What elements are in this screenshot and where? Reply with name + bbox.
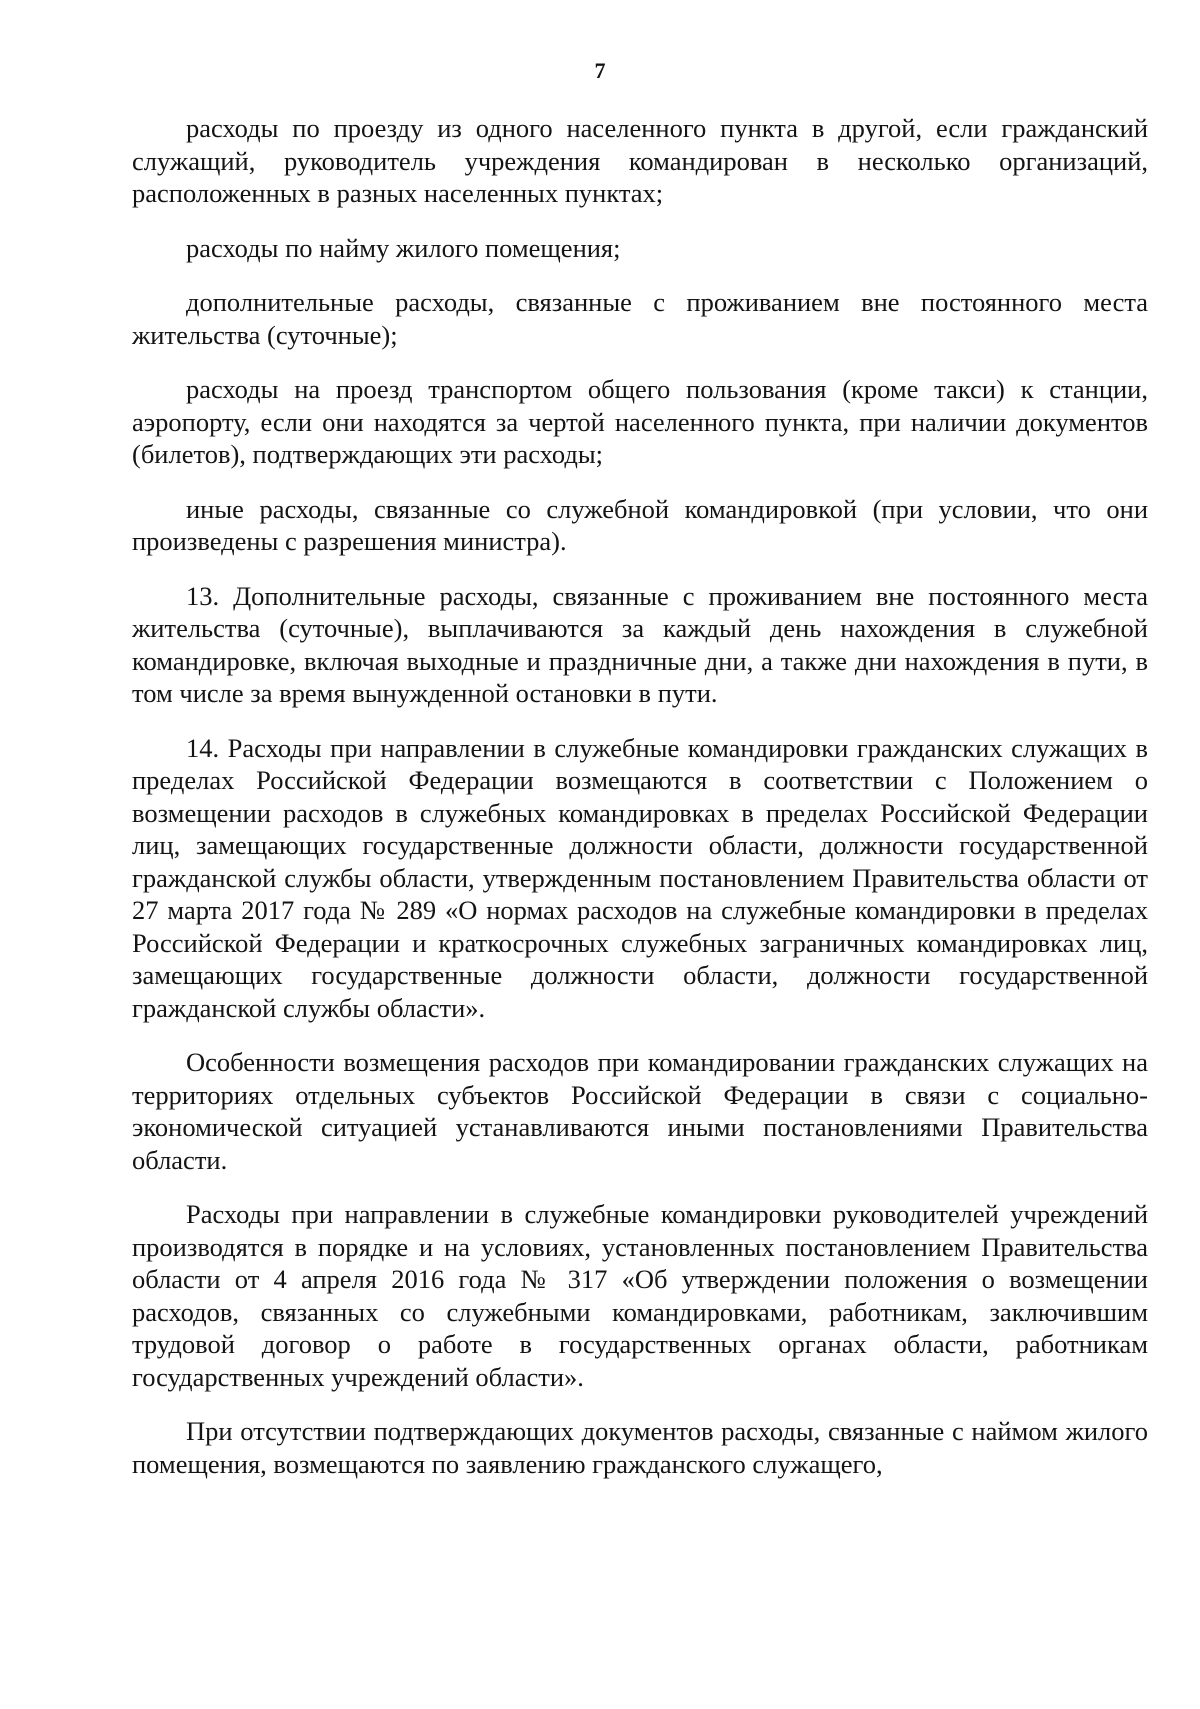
page-number: 7: [594, 58, 606, 83]
paragraph-missing-documents: При отсутствии подтверждающих документов расходы, связанные с наймом жилого помещения, возмещаются по заявлению гражданского служащего,: [132, 1416, 1148, 1479]
paragraph-special-regions: Особенности возмещения расходов при командировании гражданских служащих на территориях отдельных субъектов Российской Федерации в связи с социально-экономической ситуацией устанавливаются иными постановлениями Правительства области.: [132, 1047, 1148, 1175]
paragraph-other-expenses: иные расходы, связанные со служебной командировкой (при условии, что они произведены с разрешения министра).: [132, 493, 1148, 556]
paragraph-daily-allowance: дополнительные расходы, связанные с проживанием вне постоянного места жительства (суточные);: [132, 287, 1148, 350]
paragraph-housing-rent: расходы по найму жилого помещения;: [186, 232, 621, 263]
paragraph-item-13: 13. Дополнительные расходы, связанные с проживанием вне постоянного места жительства (суточные), выплачиваются за каждый день нахождения в служебной командировке, включая выходные и праздничные дни, а также дни нахождения в пути, в том числе за время вынужденной остановки в пути.: [132, 580, 1148, 708]
paragraph-item-14: 14. Расходы при направлении в служебные командировки гражданских служащих в пределах Российской Федерации возмещаются в соответствии с Положением о возмещении расходов в служебных командировках в пределах Российской Федерации лиц, замещающих государственные должности области, должности государственной гражданской службы области, утвержденным постановлением Правительства области от 27 марта 2017 года № 289 «О нормах расходов на служебные командировки в пределах Российской Федерации и краткосрочных служебных заграничных командировках лиц, замещающих государственные должности области, должности государственной гражданской службы области».: [132, 732, 1148, 1023]
document-body: [132, 112, 1148, 1480]
paragraph-public-transport: расходы на проезд транспортом общего пользования (кроме такси) к станции, аэропорту, если они находятся за чертой населенного пункта, при наличии документов (билетов), подтверждающих эти расходы;: [132, 374, 1148, 469]
paragraph-heads-of-institutions: Расходы при направлении в служебные командировки руководителей учреждений производятся в порядке и на условиях, установленных постановлением Правительства области от 4 апреля 2016 года № 317 «Об утверждении положения о возмещении расходов, связанных со служебными командировками, работникам, заключившим трудовой договор о работе в государственных органах области, работникам государственных учреждений области».: [132, 1199, 1148, 1392]
paragraph-travel-between-localities: расходы по проезду из одного населенного пункта в другой, если гражданский служащий, руководитель учреждения командирован в несколько организаций, расположенных в разных населенных пунктах;: [132, 113, 1148, 208]
